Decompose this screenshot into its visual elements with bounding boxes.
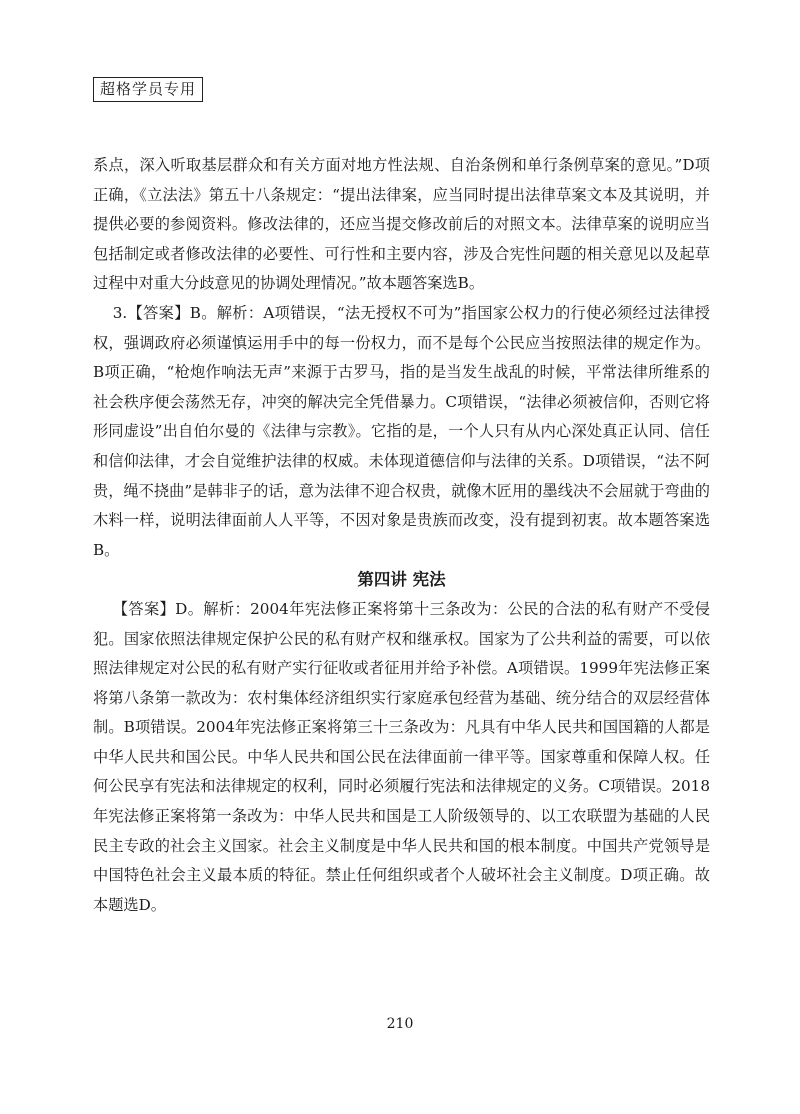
- header-stamp: 超格学员专用: [93, 77, 203, 102]
- page-number: 210: [386, 1016, 414, 1032]
- section-title: 第四讲 宪法: [357, 570, 446, 590]
- paragraph-answer-3: 3.【答案】B。解析：A项错误，“法无授权不可为”指国家公权力的行使必须经过法律授权，强调政府必须谨慎运用手中的每一份权力，而不是每个公民应当按照法律的规定作为。B项正确，“枪炮作响法无声”来源于古罗马，指的是当发生战乱的时候，平常法律所维系的社会秩序便会荡然无存，冲突的解决完全凭借暴力。C项错误，“法律必须被信仰，否则它将形同虚设”出自伯尔曼的《法律与宗教》。它指的是，一个人只有从内心深处真正认同、信任和信仰法律，才会自觉维护法律的权威。未体现道德信仰与法律的关系。D项错误，“法不阿贵，绳不挠曲”是韩非子的话，意为法律不迎合权贵，就像木匠用的墨线决不会屈就于弯曲的木料一样，说明法律面前人人平等，不因对象是贵族而改变，没有提到初衷。故本题答案选B。: [93, 303, 710, 559]
- document-body: [93, 151, 710, 920]
- paragraph-continuation: 系点，深入听取基层群众和有关方面对地方性法规、自治条例和单行条例草案的意见。”D项正确，《立法法》第五十八条规定：“提出法律案，应当同时提出法律草案文本及其说明，并提供必要的参阅资料。修改法律的，还应当提交修改前后的对照文本。法律草案的说明应当包括制定或者修改法律的必要性、可行性和主要内容，涉及合宪性问题的相关意见以及起草过程中对重大分歧意见的协调处理情况。”故本题答案选B。: [93, 156, 710, 293]
- paragraph-constitution-answer: 【答案】D。解析：2004年宪法修正案将第十三条改为：公民的合法的私有财产不受侵犯。国家依照法律规定保护公民的私有财产权和继承权。国家为了公共利益的需要，可以依照法律规定对公民的私有财产实行征收或者征用并给予补偿。A项错误。1999年宪法修正案将第八条第一款改为：农村集体经济组织实行家庭承包经营为基础、统分结合的双层经营体制。B项错误。2004年宪法修正案将第三十三条改为：凡具有中华人民共和国国籍的人都是中华人民共和国公民。中华人民共和国公民在法律面前一律平等。国家尊重和保障人权。任何公民享有宪法和法律规定的权利，同时必须履行宪法和法律规定的义务。C项错误。2018年宪法修正案将第一条改为：中华人民共和国是工人阶级领导的、以工农联盟为基础的人民民主专政的社会主义国家。社会主义制度是中华人民共和国的根本制度。中国共产党领导是中国特色社会主义最本质的特征。禁止任何组织或者个人破坏社会主义制度。D项正确。故本题选D。: [93, 599, 710, 914]
